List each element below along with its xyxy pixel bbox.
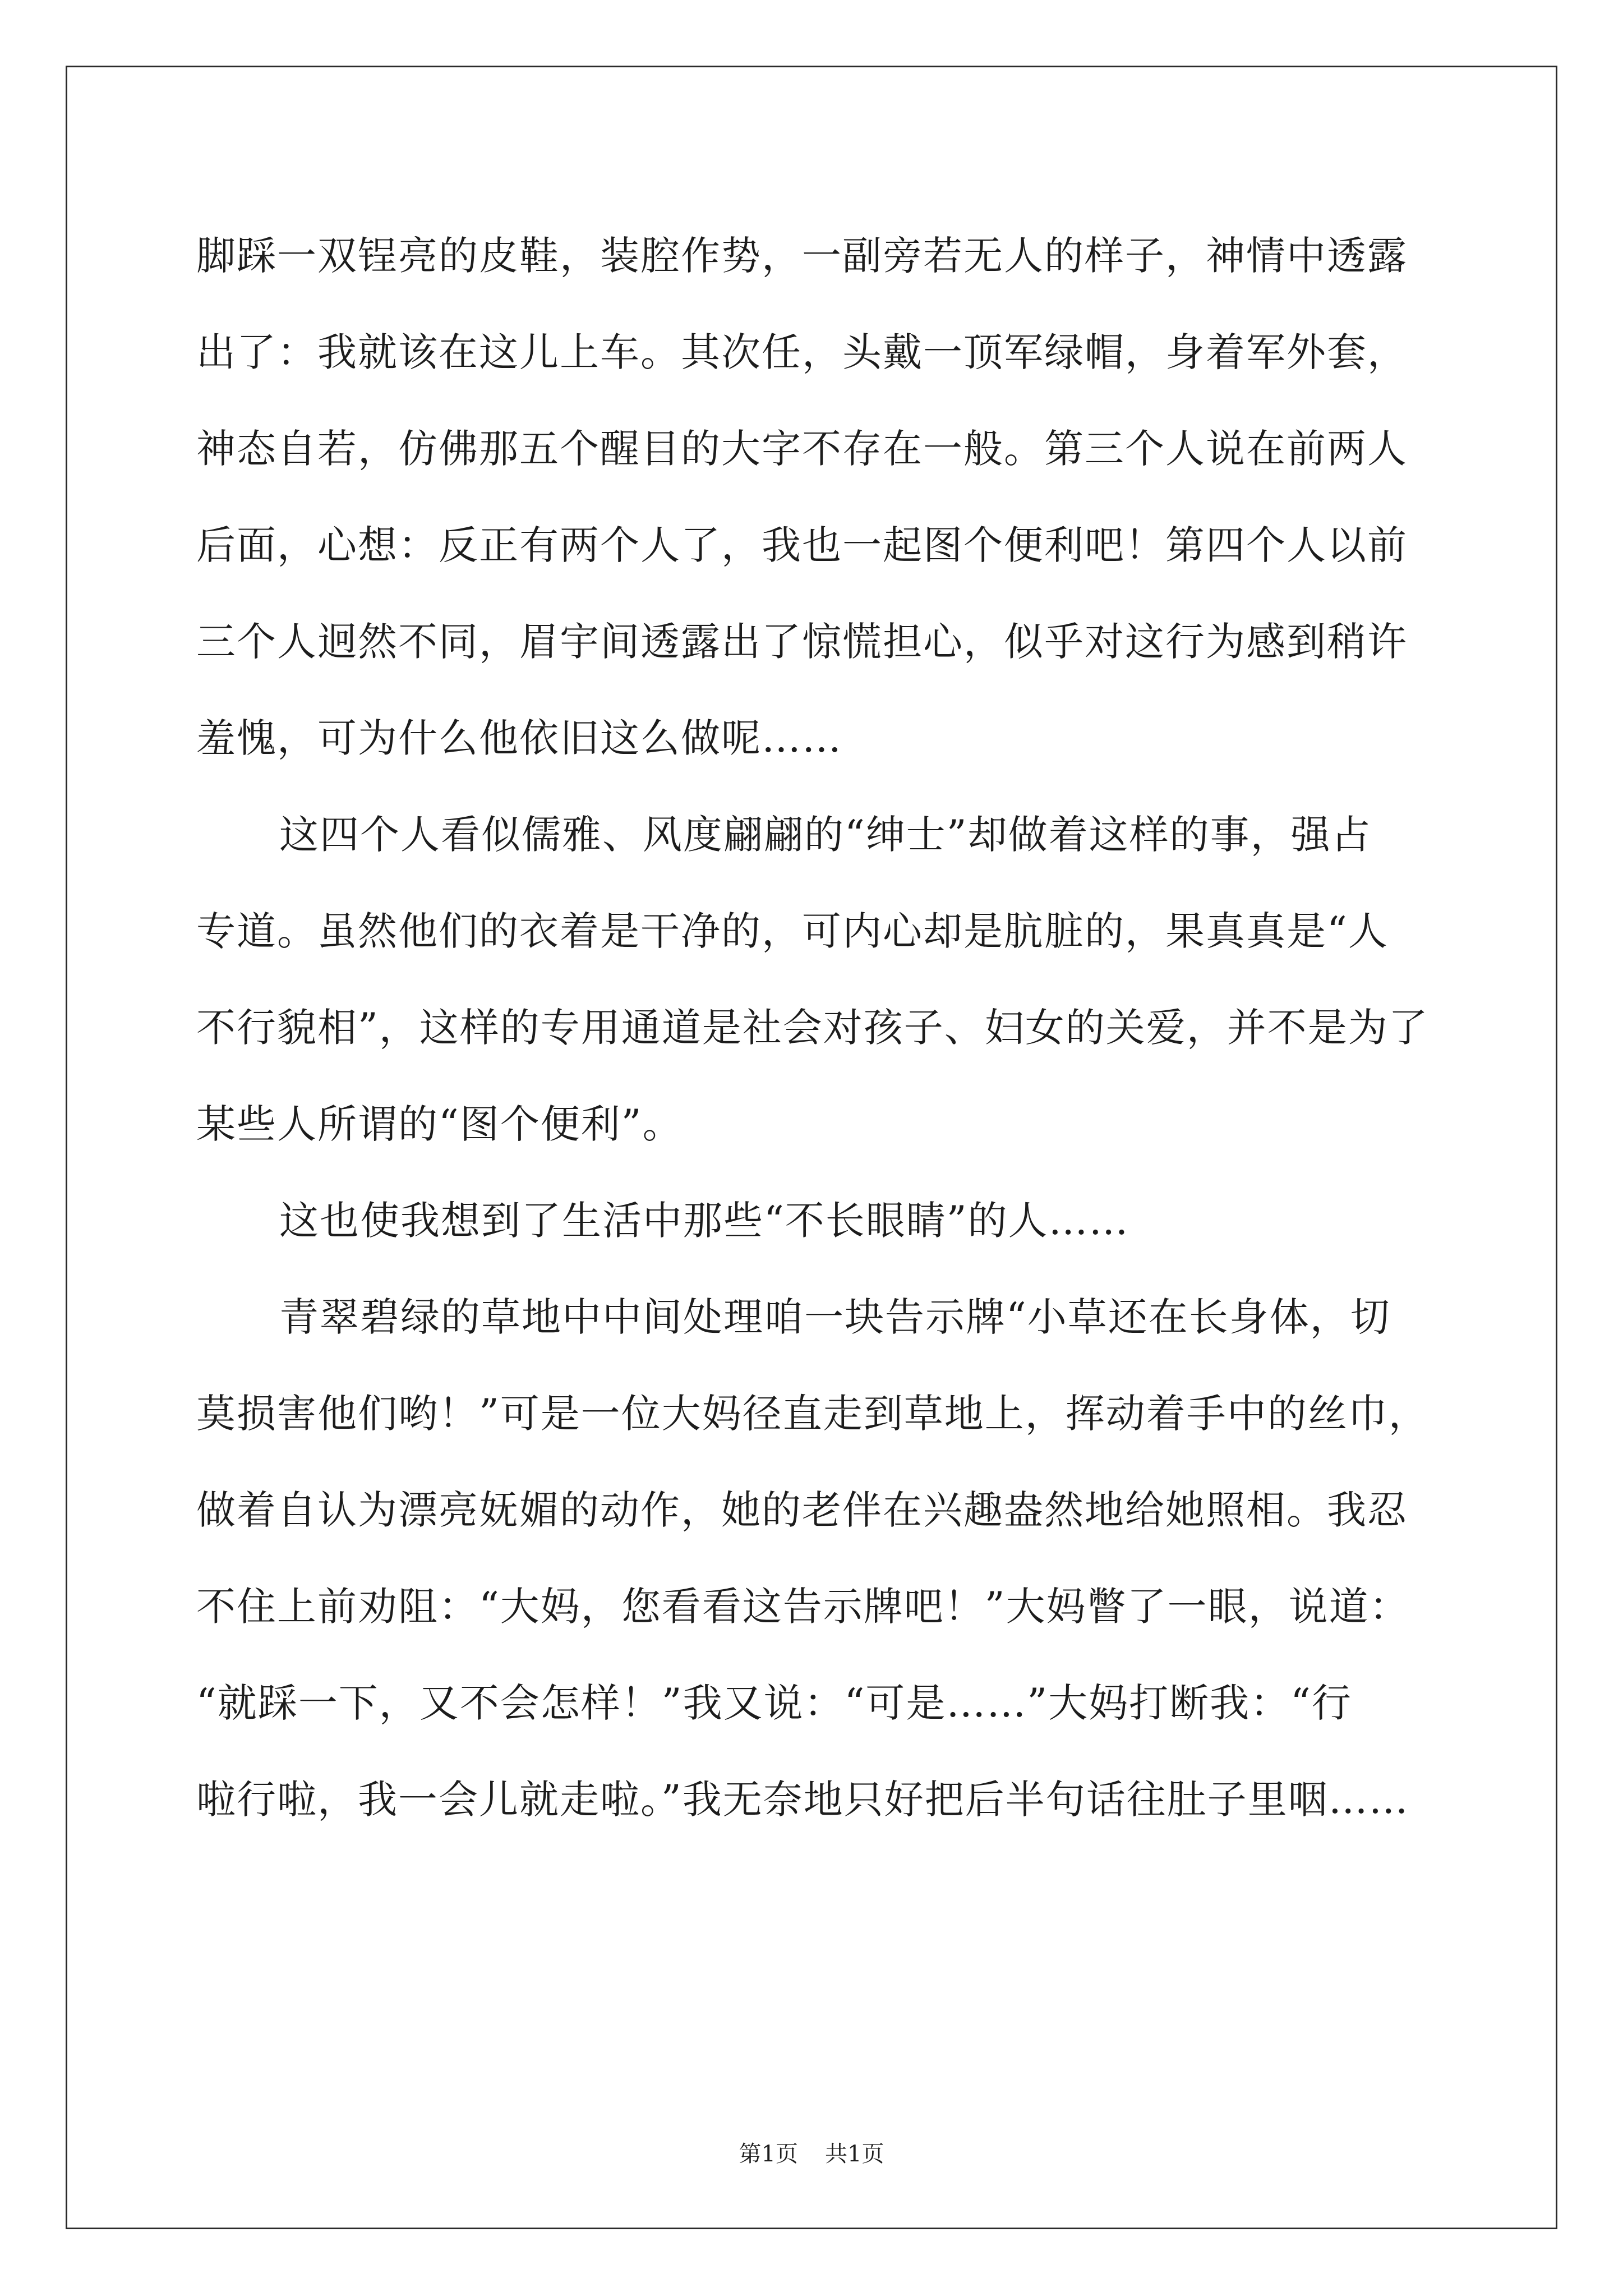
text-line: 出了：我就该在这儿上车。其次任，头戴一顶军绿帽，身着军外套， [196,329,1408,375]
page-footer [0,2136,1623,2168]
text-line: 做着自认为漂亮妩媚的动作，她的老伴在兴趣盎然地给她照相。我忍 [196,1487,1408,1533]
text-line: 啦行啦，我一会儿就走啦。”我无奈地只好把后半句话往肚子里咽…… [196,1777,1409,1823]
paragraph-4 [196,1269,1430,1848]
text-line: 不住上前劝阻：“大妈，您看看这告示牌吧！”大妈瞥了一眼，说道： [196,1584,1410,1630]
text-line: 某些人所谓的“图个便利”。 [196,1101,683,1147]
text-line: 神态自若，仿佛那五个醒目的大字不存在一般。第三个人说在前两人 [196,426,1408,472]
text-line: 后面，心想：反正有两个人了，我也一起图个便利吧！第四个人以前 [196,522,1408,568]
text-line: 羞愧，可为什么他依旧这么做呢…… [196,715,842,761]
paragraph-1 [196,208,1430,786]
text-line: 青翠碧绿的草地中中间处理咱一块告示牌“小草还在长身体，切 [279,1294,1391,1340]
page-number: 第1页 [739,2141,798,2167]
text-line: “就踩一下，又不会怎样！”我又说：“可是……”大妈打断我：“行 [196,1680,1352,1726]
paragraph-3 [196,1172,1430,1269]
text-line: 脚踩一双锃亮的皮鞋，装腔作势，一副旁若无人的样子，神情中透露 [196,233,1408,279]
text-line: 专道。虽然他们的衣着是干净的，可内心却是肮脏的，果真真是“人 [196,908,1389,954]
text-line: 不行貌相”，这样的专用通道是社会对孩子、妇女的关爱，并不是为了 [196,1005,1429,1051]
text-line: 莫损害他们哟！”可是一位大妈径直走到草地上，挥动着手中的丝巾， [196,1391,1429,1437]
document-body [196,208,1430,1848]
text-line: 这也使我想到了生活中那些“不长眼睛”的人…… [279,1198,1129,1244]
text-line: 三个人迥然不同，眉宇间透露出了惊慌担心，似乎对这行为感到稍许 [196,619,1408,665]
page-total: 共1页 [825,2141,884,2167]
text-line: 这四个人看似儒雅、风度翩翩的“绅士”却做着这样的事，强占 [279,812,1372,858]
paragraph-2 [196,786,1430,1172]
